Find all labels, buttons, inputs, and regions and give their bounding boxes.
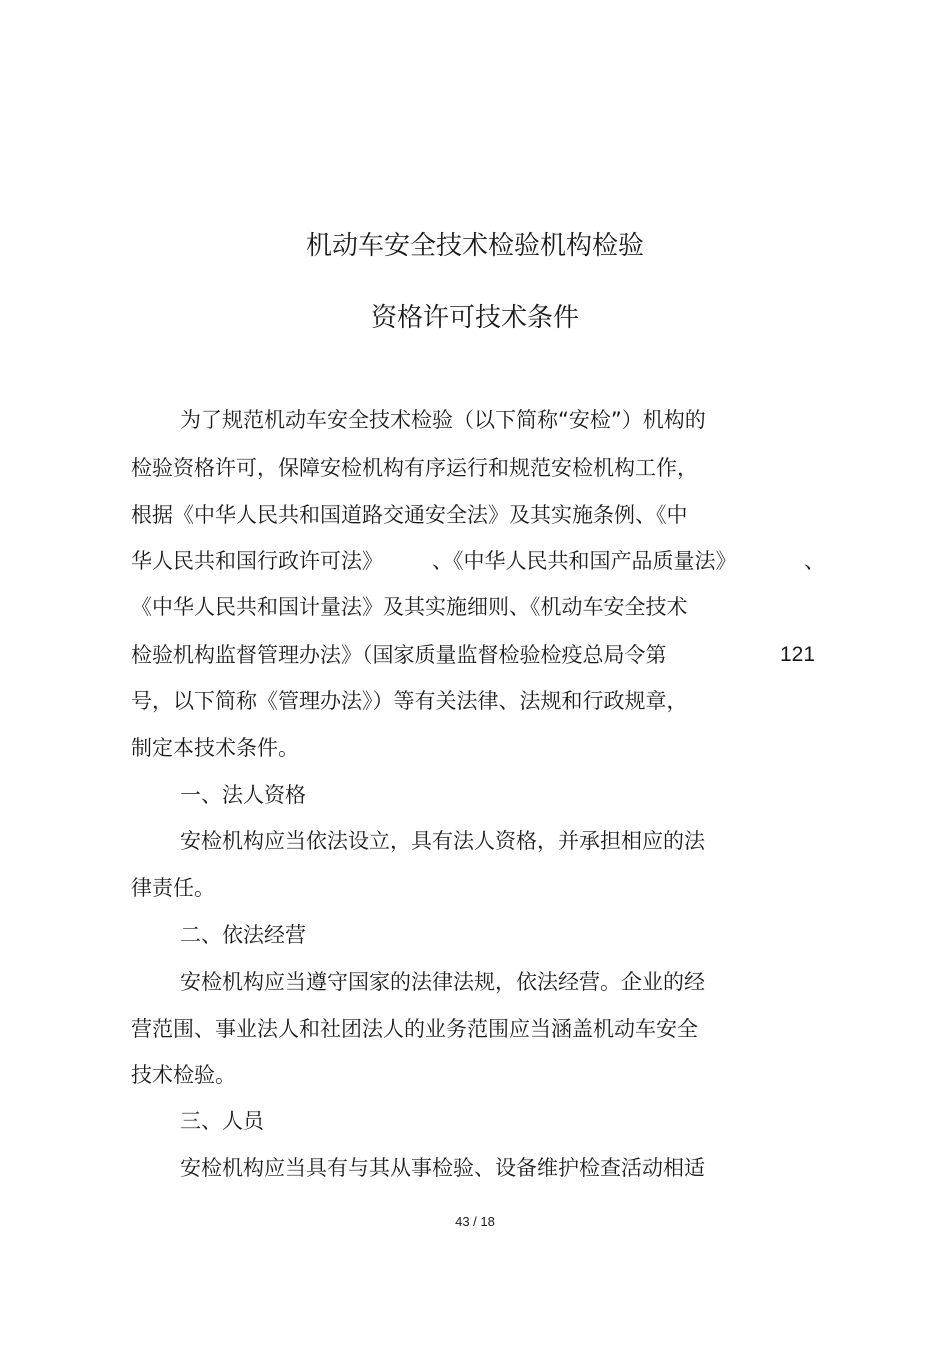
intro-line-8: 制定本技术条件。: [131, 736, 299, 760]
section-3-heading: 三、人员: [180, 1109, 264, 1133]
intro-line-2: 检验资格许可，保障安检机构有序运行和规范安检机构工作，: [131, 456, 698, 480]
document-title-line-2: 资格许可技术条件: [370, 303, 579, 333]
page-number: 43 / 18: [455, 1214, 495, 1229]
section-1-line-1: 安检机构应当依法设立，具有法人资格，并承担相应的法: [180, 829, 705, 853]
section-2-heading: 二、依法经营: [180, 923, 306, 947]
intro-line-4-part-3: 、: [804, 549, 825, 573]
section-2-line-1: 安检机构应当遵守国家的法律法规，依法经营。企业的经: [180, 970, 705, 994]
intro-line-6-part-1: 检验机构监督管理办法》（国家质量监督检验检疫总局令第: [131, 643, 667, 667]
section-2-line-2: 营范围、事业法人和社团法人的业务范围应当涵盖机动车安全: [131, 1017, 698, 1041]
intro-line-4-part-2: 、《中华人民共和国产品质量法》: [432, 549, 737, 573]
intro-line-3: 根据《中华人民共和国道路交通安全法》及其实施条例、《中: [131, 503, 688, 527]
decree-number: 121: [780, 643, 816, 666]
intro-line-5: 《中华人民共和国计量法》及其实施细则、《机动车安全技术: [131, 595, 688, 619]
section-1-line-2: 律责任。: [131, 876, 215, 900]
section-1-heading: 一、法人资格: [180, 783, 306, 807]
intro-line-4-part-1: 华人民共和国行政许可法》: [131, 549, 383, 573]
section-2-line-3: 技术检验。: [131, 1063, 236, 1087]
intro-line-7: 号，以下简称《管理办法》）等有关法律、法规和行政规章，: [131, 689, 688, 713]
document-title-line-1: 机动车安全技术检验机构检验: [305, 231, 644, 261]
section-3-line-1: 安检机构应当具有与其从事检验、设备维护检查活动相适: [180, 1156, 705, 1180]
intro-line-1: 为了规范机动车安全技术检验（以下简称“安检”）机构的: [180, 408, 706, 432]
